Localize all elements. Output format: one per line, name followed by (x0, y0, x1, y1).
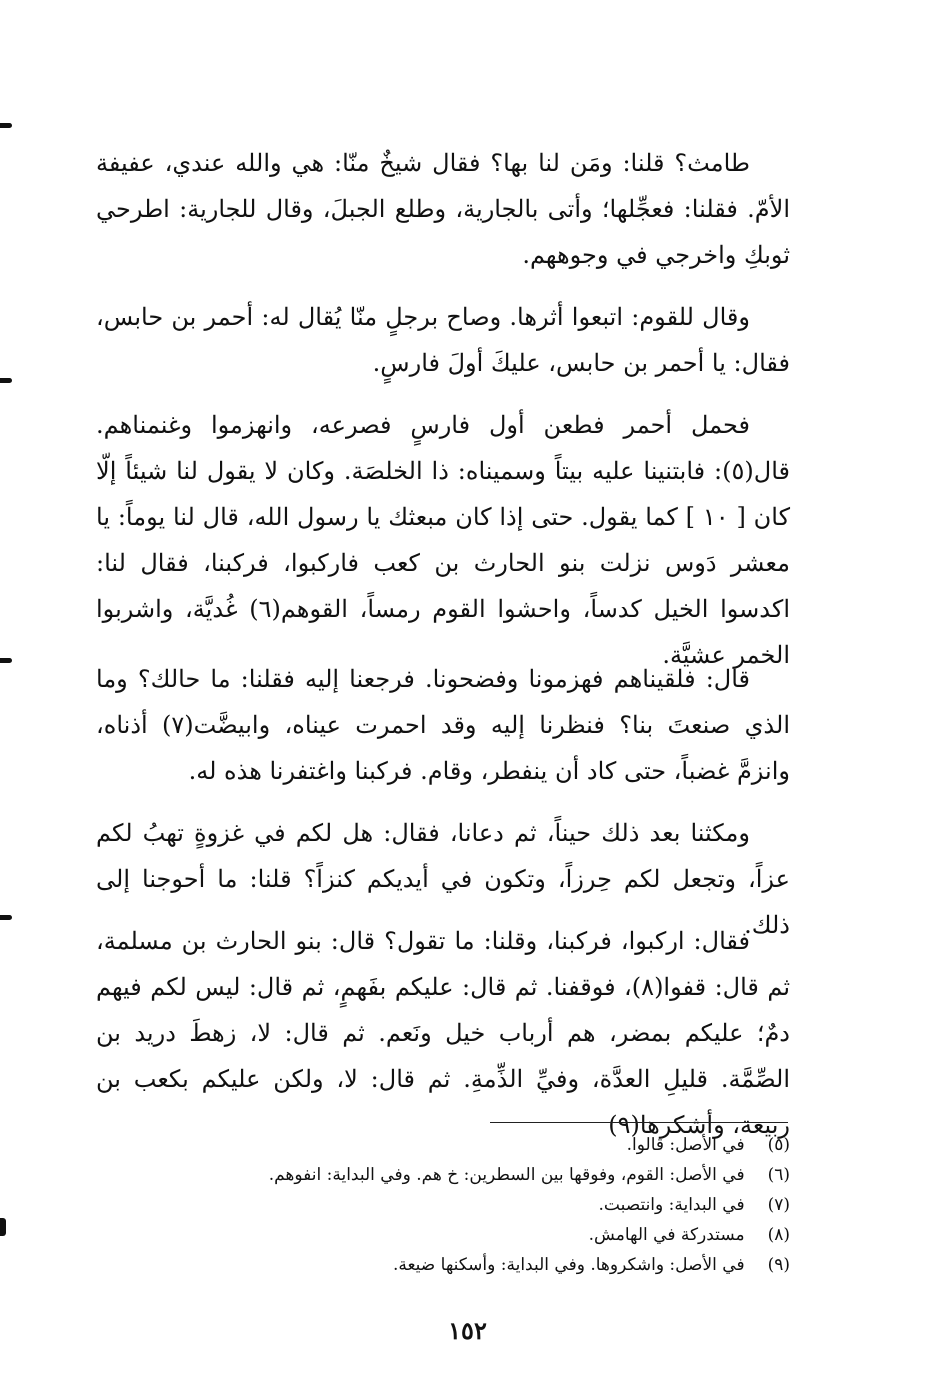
footnote-text: في الأصل: قالوا. (626, 1135, 745, 1155)
page-number: ١٥٢ (448, 1316, 487, 1345)
scan-edge-mark (0, 123, 12, 128)
footnote-number: (٦) (767, 1165, 790, 1185)
footnote-number: (٩) (767, 1255, 790, 1275)
footnote-number: (٥) (767, 1135, 790, 1155)
body-paragraph: طامث؟ قلنا: ومَن لنا بها؟ فقال شيخٌ منّا: هي والله عندي، عفيفة الأمّ. فقلنا: فعجِّلها؛ وأتى بالجارية، وطلع الجبلَ، وقال للجارية: اطرحي ثوبكِ واخرجي في وجوههم. (96, 149, 790, 269)
footnote-number: (٧) (767, 1195, 790, 1215)
footnote-text: مستدركة في الهامش. (588, 1225, 745, 1245)
footnote (150, 1160, 790, 1190)
footnote (150, 1250, 790, 1280)
footnote (150, 1190, 790, 1220)
scan-edge-mark (0, 915, 12, 920)
body-paragraph: فقال: اركبوا، فركبنا، وقلنا: ما تقول؟ قال: بنو الحارث بن مسلمة، ثم قال: قفوا(٨)، فوقفنا. ثم قال: عليكم بفَهمٍ، ثم قال: ليس لكم فيهم دمٌ؛ عليكم بمضر، هم أرباب خيل ونَعم. ثم قال: لا، زهطَ دريد بن الصِّمَّة. قليلِ العدَّة، وفيِّ الذِّمةِ. ثم قال: لا، ولكن عليكم بكعب بن ربيعة، وأشكرها(٩) (96, 927, 791, 1139)
footnote-number: (٨) (767, 1225, 790, 1245)
footnote-text: في البداية: وانتصبت. (598, 1195, 745, 1215)
scan-edge-mark (0, 658, 12, 663)
footnote-divider (490, 1122, 788, 1123)
body-paragraph: ومكثنا بعد ذلك حيناً، ثم دعانا، فقال: هل لكم في غزوةٍ تهبُ لكم عزاً، وتجعل لكم حِرزاً، وتكون في أيديكم كنزاً؟ قلنا: ما أحوجنا إلى ذلك. (96, 819, 790, 939)
body-paragraph: وقال للقوم: اتبعوا أثرها. وصاح برجلٍ منّا يُقال له: أحمر بن حابس، فقال: يا أحمر بن حابس، عليكَ أولَ فارسٍ. (96, 303, 790, 377)
footnote-text: في الأصل: القوم، وفوقها بين السطرين: خ هم. وفي البداية: انفوهم. (268, 1165, 745, 1185)
footnote (150, 1130, 790, 1160)
scan-edge-mark (0, 1218, 6, 1236)
footnote-text: في الأصل: واشكروها. وفي البداية: وأسكنها ضيعة. (392, 1255, 745, 1275)
footnote (150, 1220, 790, 1250)
body-paragraph: فحمل أحمر فطعن أول فارسٍ فصرعه، وانهزموا وغنمناهم. قال(٥): فابتنينا عليه بيتاً وسميناه: ذا الخلصَة. وكان لا يقول لنا شيئاً إلّا كان [ ١٠ ] كما يقول. حتى إذا كان مبعثك يا رسول الله، قال لنا يوماً: يا معشر دَوس نزلت بنو الحارث بن كعب فاركبوا، فركبنا، فقال لنا: اكدسوا الخيل كدساً، واحشوا القوم رمساً، القوهم(٦) غُديَّة، واشربوا الخمر عشيَّة. (96, 411, 790, 669)
scan-edge-mark (0, 378, 12, 383)
body-paragraph: قال: فلقيناهم فهزمونا وفضحونا. فرجعنا إليه فقلنا: ما حالك؟ وما الذي صنعتَ بنا؟ فنظرنا إليه وقد احمرت عيناه، وابيضَّت(٧) أذناه، وانزمَّ غضباً، حتى كاد أن ينفطر، وقام. فركبنا واغتفرنا هذه له. (96, 665, 790, 785)
footnotes-section (150, 1130, 790, 1280)
